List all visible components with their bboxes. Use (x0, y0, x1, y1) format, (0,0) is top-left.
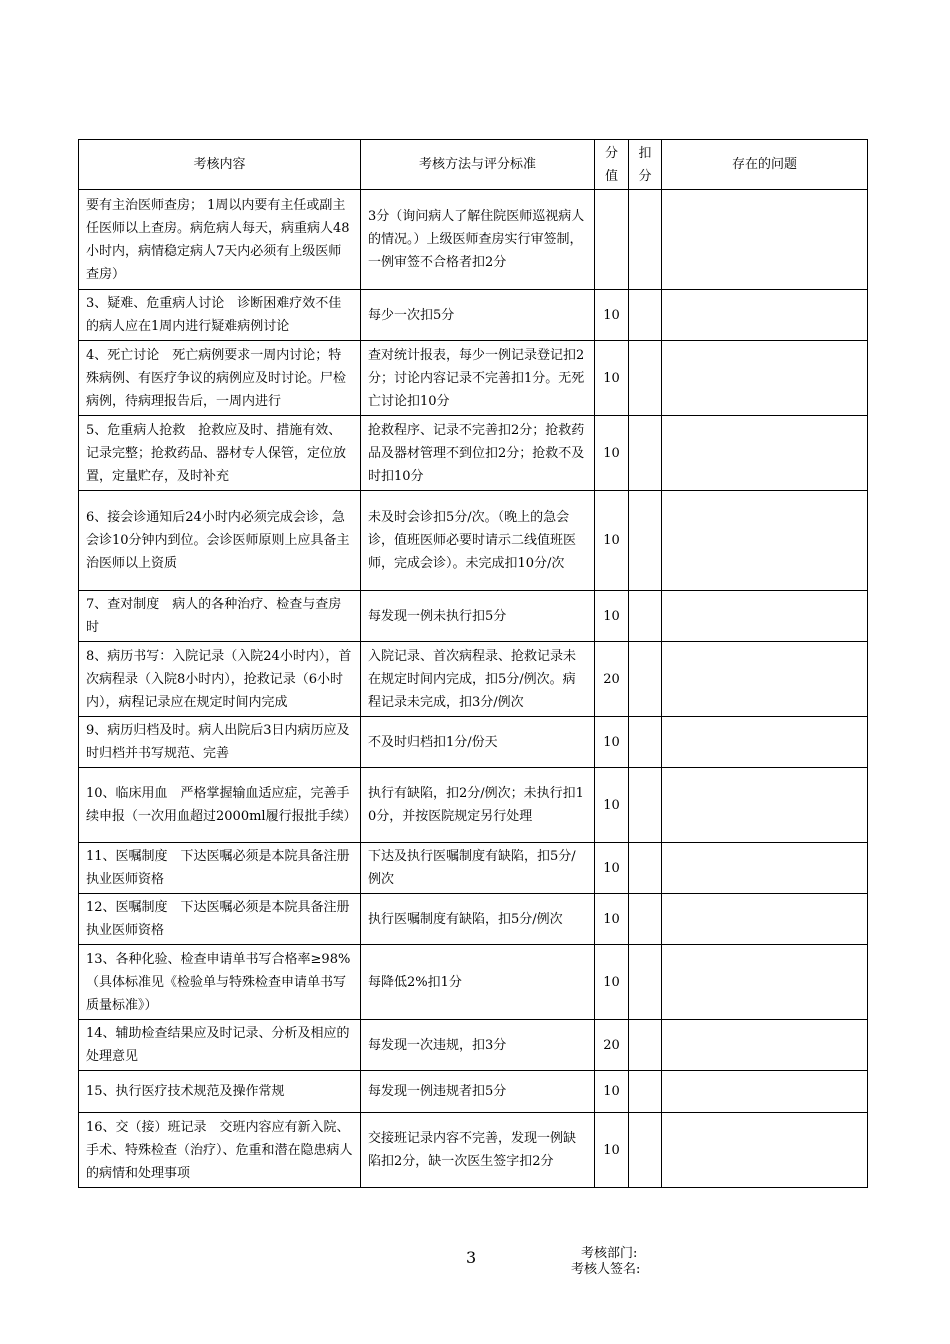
cell-content: 5、危重病人抢救 抢救应及时、措施有效、记录完整；抢救药品、器材专人保管，定位放置，定量贮存，及时补充 (79, 416, 361, 491)
cell-deduct (629, 290, 662, 341)
cell-score: 10 (595, 416, 629, 491)
cell-issues (662, 591, 868, 642)
cell-content: 13、各种化验、检查申请单书写合格率≥98%（具体标准见《检验单与特殊检查申请单书写质量标准》） (79, 945, 361, 1020)
table-row (79, 717, 868, 768)
cell-issues (662, 843, 868, 894)
cell-content: 3、疑难、危重病人讨论 诊断困难疗效不佳的病人应在1周内进行疑难病例讨论 (79, 290, 361, 341)
cell-method: 入院记录、首次病程录、抢救记录未在规定时间内完成，扣5分/例次。病程记录未完成，扣3分/例次 (361, 642, 595, 717)
cell-content: 要有主治医师查房； 1周以内要有主任或副主任医师以上查房。病危病人每天，病重病人48小时内，病情稳定病人7天内必须有上级医师查房） (79, 190, 361, 290)
cell-deduct (629, 843, 662, 894)
cell-issues (662, 190, 868, 290)
table-row (79, 341, 868, 416)
table-row (79, 1071, 868, 1113)
cell-score: 10 (595, 591, 629, 642)
cell-content: 8、病历书写：入院记录（入院24小时内），首次病程录（入院8小时内），抢救记录（6小时内），病程记录应在规定时间内完成 (79, 642, 361, 717)
cell-method: 每降低2%扣1分 (361, 945, 595, 1020)
cell-method: 每发现一例未执行扣5分 (361, 591, 595, 642)
table-row (79, 843, 868, 894)
cell-content: 7、查对制度 病人的各种治疗、检查与查房时 (79, 591, 361, 642)
page-number: 3 (466, 1248, 477, 1267)
cell-method: 每发现一例违规者扣5分 (361, 1071, 595, 1113)
cell-method: 执行医嘱制度有缺陷，扣5分/例次 (361, 894, 595, 945)
cell-content: 15、执行医疗技术规范及操作常规 (79, 1071, 361, 1113)
cell-score: 10 (595, 290, 629, 341)
cell-content: 16、交（接）班记录 交班内容应有新入院、手术、特殊检查（治疗）、危重和潜在隐患病人的病情和处理事项 (79, 1113, 361, 1188)
cell-issues (662, 1020, 868, 1071)
cell-method: 3分（询问病人了解住院医师巡视病人的情况。）上级医师查房实行审签制，一例审签不合格者扣2分 (361, 190, 595, 290)
cell-method: 交接班记录内容不完善，发现一例缺陷扣2分，缺一次医生签字扣2分 (361, 1113, 595, 1188)
cell-deduct (629, 642, 662, 717)
dept-label: 考核部门: (581, 1246, 638, 1261)
cell-issues (662, 1071, 868, 1113)
table-row (79, 190, 868, 290)
header-score: 分 值 (595, 140, 629, 190)
cell-issues (662, 341, 868, 416)
cell-deduct (629, 1071, 662, 1113)
table-row (79, 1113, 868, 1188)
cell-method: 不及时归档扣1分/份天 (361, 717, 595, 768)
cell-deduct (629, 190, 662, 290)
cell-issues (662, 416, 868, 491)
cell-score: 10 (595, 843, 629, 894)
cell-deduct (629, 717, 662, 768)
cell-score: 10 (595, 945, 629, 1020)
assessment-table (78, 139, 868, 1188)
cell-deduct (629, 768, 662, 843)
table-row (79, 416, 868, 491)
cell-issues (662, 290, 868, 341)
cell-issues (662, 642, 868, 717)
cell-score: 10 (595, 717, 629, 768)
cell-deduct (629, 341, 662, 416)
cell-deduct (629, 491, 662, 591)
cell-score: 10 (595, 341, 629, 416)
cell-method: 抢救程序、记录不完善扣2分；抢救药品及器材管理不到位扣2分；抢救不及时扣10分 (361, 416, 595, 491)
cell-method: 执行有缺陷，扣2分/例次；未执行扣10分，并按医院规定另行处理 (361, 768, 595, 843)
table-header-row (79, 140, 868, 190)
signer-label: 考核人签名: (571, 1262, 641, 1277)
table-row (79, 591, 868, 642)
header-content: 考核内容 (79, 140, 361, 190)
cell-content: 6、接会诊通知后24小时内必须完成会诊，急会诊10分钟内到位。会诊医师原则上应具备主治医师以上资质 (79, 491, 361, 591)
cell-deduct (629, 1020, 662, 1071)
cell-score: 20 (595, 1020, 629, 1071)
cell-method: 每发现一次违规，扣3分 (361, 1020, 595, 1071)
cell-content: 4、死亡讨论 死亡病例要求一周内讨论；特殊病例、有医疗争议的病例应及时讨论。尸检病例，待病理报告后，一周内进行 (79, 341, 361, 416)
cell-content: 11、医嘱制度 下达医嘱必须是本院具备注册执业医师资格 (79, 843, 361, 894)
header-method: 考核方法与评分标准 (361, 140, 595, 190)
table-row (79, 768, 868, 843)
cell-method: 每少一次扣5分 (361, 290, 595, 341)
cell-score (595, 190, 629, 290)
table-row (79, 491, 868, 591)
cell-issues (662, 1113, 868, 1188)
cell-issues (662, 768, 868, 843)
cell-score: 10 (595, 1071, 629, 1113)
cell-deduct (629, 894, 662, 945)
cell-issues (662, 894, 868, 945)
cell-issues (662, 491, 868, 591)
cell-deduct (629, 1113, 662, 1188)
cell-issues (662, 717, 868, 768)
cell-method: 查对统计报表，每少一例记录登记扣2分；讨论内容记录不完善扣1分。无死亡讨论扣10分 (361, 341, 595, 416)
cell-content: 12、医嘱制度 下达医嘱必须是本院具备注册执业医师资格 (79, 894, 361, 945)
cell-issues (662, 945, 868, 1020)
cell-deduct (629, 416, 662, 491)
cell-score: 10 (595, 768, 629, 843)
cell-deduct (629, 945, 662, 1020)
header-deduct: 扣 分 (629, 140, 662, 190)
cell-method: 未及时会诊扣5分/次。（晚上的急会诊，值班医师必要时请示二线值班医师，完成会诊）。未完成扣10分/次 (361, 491, 595, 591)
table-row (79, 1020, 868, 1071)
cell-method: 下达及执行医嘱制度有缺陷，扣5分/例次 (361, 843, 595, 894)
table-row (79, 945, 868, 1020)
cell-deduct (629, 591, 662, 642)
cell-score: 10 (595, 1113, 629, 1188)
cell-score: 10 (595, 491, 629, 591)
table-row (79, 642, 868, 717)
cell-content: 14、辅助检查结果应及时记录、分析及相应的处理意见 (79, 1020, 361, 1071)
cell-content: 10、临床用血 严格掌握输血适应症，完善手续申报（一次用血超过2000ml履行报批手续） (79, 768, 361, 843)
table-row (79, 290, 868, 341)
table-row (79, 894, 868, 945)
header-issues: 存在的问题 (662, 140, 868, 190)
cell-score: 20 (595, 642, 629, 717)
cell-content: 9、病历归档及时。病人出院后3日内病历应及时归档并书写规范、完善 (79, 717, 361, 768)
cell-score: 10 (595, 894, 629, 945)
